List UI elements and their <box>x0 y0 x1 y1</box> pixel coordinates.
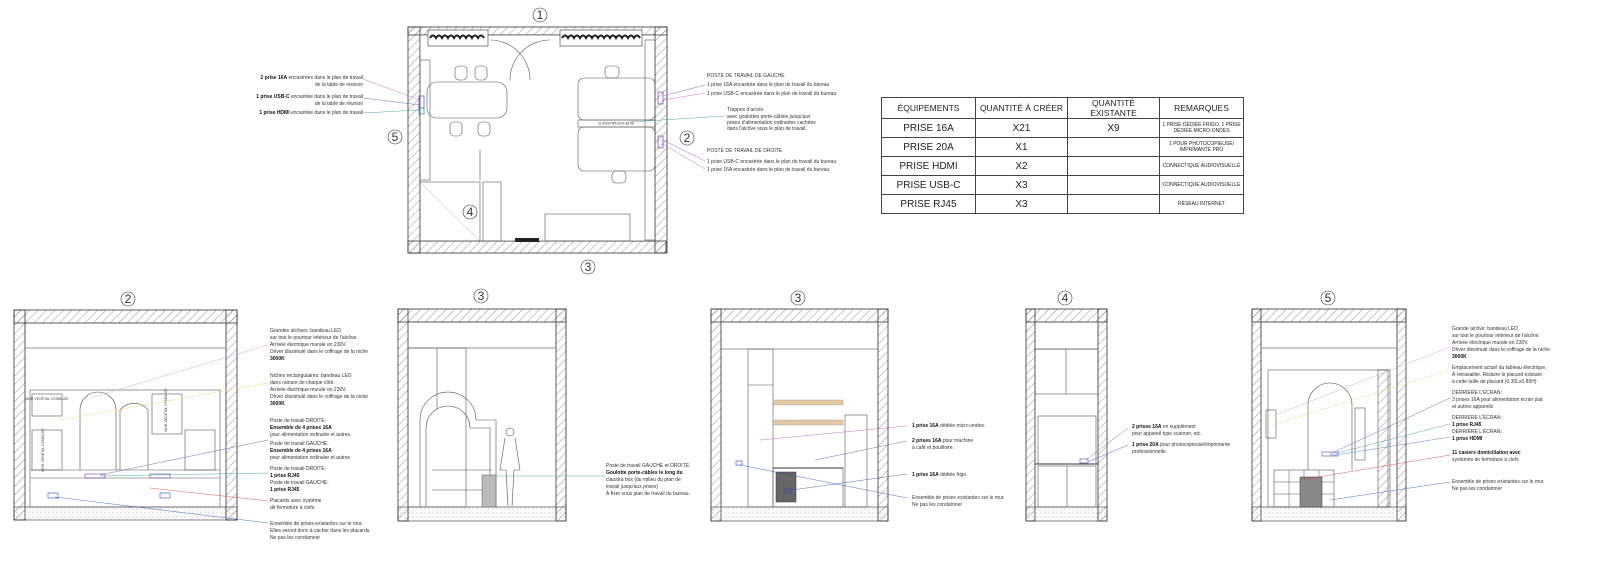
note-line: pour alimentation ordinaire et autres. <box>270 432 352 438</box>
remark-cell: RÉSEAU INTERNET <box>1160 195 1244 214</box>
note-line: professionnelle. <box>1132 449 1168 455</box>
table-row <box>882 138 1244 157</box>
remark-cell: CONNECTIQUE AUDIOVISUELLE <box>1160 176 1244 195</box>
plan-note-line2: de la table de réunion <box>314 101 363 107</box>
note-line: Arrivée électrique murale en 230V. <box>270 387 347 393</box>
partition-label: CLAUSTRA BOX BOIS <box>597 121 635 126</box>
plan-note: 1 prise USB-C encastrée dans le plan de travail du bureau <box>707 91 837 97</box>
note-line: à café et bouilloire. <box>912 445 954 451</box>
remark-cell: 1 PRISE DÉDIÉE FRIGO, 1 PRISE DÉDIÉE MICRO-ONDES <box>1160 119 1244 138</box>
remark-cell: 1 POUR PHOTOCOPIEUSE/ IMPRIMANTE PRO <box>1160 138 1244 157</box>
note-line: Poste de travail GAUCHE: <box>270 441 329 447</box>
view-number: 2 <box>683 131 691 145</box>
elevation-5-notes <box>1452 326 1550 492</box>
elevation-5 <box>1252 291 1450 521</box>
note-line: 1 prise RJ45 <box>270 473 300 479</box>
table-header-row <box>882 98 1244 119</box>
elevation-2-notes <box>270 328 371 541</box>
note-line: 2 prises 16A en supplément <box>1132 424 1196 430</box>
note-line: systèmes de fermeture à clefs <box>1452 457 1519 463</box>
table-header: QUANTITÉ EXISTANTE <box>1068 98 1160 119</box>
note-line: Ensemble de 4 prises 16A <box>270 448 332 454</box>
equipment-cell: PRISE RJ45 <box>882 195 976 214</box>
view-number: 4 <box>466 205 474 219</box>
plan-note: dans l'alcôve sous le plan de travail. <box>727 126 807 132</box>
table-row <box>882 119 1244 138</box>
plan-note: POSTE DE TRAVAIL DE GAUCHE <box>707 73 785 79</box>
note-line: et autres appareils <box>1452 404 1494 410</box>
note-line: Ensemble de prises existantes sur le mur. <box>912 495 1005 501</box>
equipment-cell: PRISE 20A <box>882 138 976 157</box>
note-line: 3000K <box>270 401 285 407</box>
table-header: ÉQUIPEMENTS <box>882 98 976 119</box>
note-line: Grandes alcôves: bandeau LED <box>270 328 341 334</box>
equipment-table <box>881 97 1244 214</box>
note-line: 3000K <box>1452 354 1467 360</box>
note-line: Poste de travail GAUCHE et DROITE: <box>606 463 691 469</box>
plan-note: 1 prise USB-C encastrée dans le plan de travail <box>256 94 363 100</box>
note-line: À fixer sous plan de travail du bureau. <box>606 491 690 497</box>
plan-note: Trappes d'accès <box>727 107 764 113</box>
note-line: 1 prise 20A pour photocopieuse/imprimante <box>1132 442 1231 448</box>
plan-note: POSTE DE TRAVAIL DE DROITE <box>707 148 783 154</box>
note-line: Grande alcôve: bandeau LED <box>1452 326 1518 332</box>
existing-qty-cell <box>1068 195 1160 214</box>
view-number: 5 <box>1324 291 1332 305</box>
existing-qty-cell <box>1068 138 1160 157</box>
view-number: 1 <box>536 8 544 22</box>
note-line: DERRIÈRE L'ÉCRAN: <box>1452 415 1502 421</box>
plan-note: 1 prise USB-C encastrée dans le plan de travail du bureau <box>707 159 837 165</box>
view-number: 3 <box>477 289 485 303</box>
note-line: 1 prise HDMI <box>1452 436 1483 442</box>
plan-right-notes <box>707 73 836 173</box>
note-line: Niches rectangulaires: bandeau LED <box>270 373 352 379</box>
note-line: 2 prises 16A pour machine <box>912 438 974 444</box>
note-line: sur tout le pourtour intérieur de l'alcôve. <box>1452 333 1540 339</box>
note-line: Arrivée électrique murale en 230V. <box>270 342 347 348</box>
note-line: 1 prise RJ45 <box>270 487 300 493</box>
note-line: à cette taille de placard (0.30Lx0.85H) <box>1452 379 1537 385</box>
note-line: dans rainure de chaque côté. <box>270 380 335 386</box>
note-line: 3000K <box>270 356 285 362</box>
table-row <box>882 157 1244 176</box>
note-line: Ensemble de prises existantes sur le mur. <box>270 521 363 527</box>
note-line: pour alimentation ordinaire et autres <box>270 455 351 461</box>
view-number: 3 <box>794 291 802 305</box>
existing-qty-cell: X9 <box>1068 119 1160 138</box>
note-line: Driver dissimulé dans le coffrage de la niche <box>270 394 369 400</box>
equipment-cell: PRISE 16A <box>882 119 976 138</box>
note-line: de fermeture à clefs <box>270 505 315 511</box>
plan-note: avec goulottes porte-câbles jusqu'aux <box>727 114 811 120</box>
floor-plan <box>363 8 725 274</box>
table-header: QUANTITÉ À CRÉER <box>976 98 1068 119</box>
view-number: 3 <box>584 260 592 274</box>
view-number: 2 <box>124 292 132 306</box>
equipment-cell: PRISE USB-C <box>882 176 976 195</box>
existing-qty-cell <box>1068 176 1160 195</box>
create-qty-cell: X2 <box>976 157 1068 176</box>
plan-note: 1 prise 16A encastrée dans le plan de travail du bureau <box>707 82 830 88</box>
plan-note-line2: de la table de réunion <box>314 82 363 88</box>
existing-qty-cell <box>1068 157 1160 176</box>
note-line: Ne pas les condamner <box>912 502 963 508</box>
create-qty-cell: X1 <box>976 138 1068 157</box>
note-line: 1 prise 16A dédiée frigo. <box>912 472 968 478</box>
note-line: claustra box (du milieu du plan de <box>606 477 681 483</box>
wall-label: MUR VÉGÉTAL STABILISÉ <box>25 397 69 401</box>
wall-label: MUR VÉGÉTAL STABILISÉ <box>164 388 168 432</box>
note-line: 11 casiers domiciliation avec <box>1452 450 1521 456</box>
note-line: 1 prise 16A dédiée micro-ondes. <box>912 423 986 429</box>
view-number: 4 <box>1061 291 1069 305</box>
note-line: Poste de travail DROITE: <box>270 466 327 472</box>
elevation-2 <box>14 292 268 523</box>
note-line: Poste de travail DROITE: <box>270 418 327 424</box>
note-line: À retravailler. Réduire le placard existant <box>1452 372 1542 378</box>
create-qty-cell: X3 <box>976 176 1068 195</box>
note-line: travail jusqu'aux prises) <box>606 484 659 490</box>
table-row <box>882 176 1244 195</box>
elevation-3-kitchen-notes <box>912 423 1005 508</box>
wall-label: MUR VÉGÉTAL STABILISÉ <box>41 428 45 472</box>
note-line: DERRIÈRE L'ÉCRAN: <box>1452 429 1502 435</box>
plan-note: 1 prise 16A encastrée dans le plan de travail du bureau <box>707 167 830 173</box>
note-line: DERRIÈRE L'ÉCRAN: <box>1452 390 1502 396</box>
note-line: 1 prise RJ45 <box>1452 422 1482 428</box>
create-qty-cell: X3 <box>976 195 1068 214</box>
note-line: Ensemble de prises existantes sur le mur. <box>1452 479 1545 485</box>
note-line: Ne pas les condamner <box>1452 486 1503 492</box>
note-line: sur tout le pourtour intérieur de l'alcôve. <box>270 335 358 341</box>
elevation-4 <box>1026 291 1128 521</box>
note-line: Goulotte porte-câbles le long du <box>606 470 683 476</box>
plan-note: prises d'alimentation ordinaires cachées <box>727 120 816 126</box>
note-line: Elles seront donc à cacher dans les placards. <box>270 528 371 534</box>
table-row <box>882 195 1244 214</box>
plan-note: 2 prise 16A encastrées dans le plan de travail <box>260 75 363 81</box>
table-header: REMARQUES <box>1160 98 1244 119</box>
note-line: Ensemble de 4 prises 16A <box>270 425 332 431</box>
plan-note: 1 prise HDMI encastrée dans le plan de travail <box>259 110 363 116</box>
elevation-3-kitchen <box>711 291 907 521</box>
note-line: Emplacement actuel du tableau électrique. <box>1452 365 1547 371</box>
note-line: Ne pas les condamner <box>270 535 321 541</box>
elevation-3-partition <box>398 289 606 521</box>
elevation-4-notes <box>1132 424 1230 455</box>
view-number: 5 <box>391 130 399 144</box>
note-line: Driver dissimulé dans le coffrage de la niche <box>270 349 369 355</box>
note-line: pour appareil type scanner, etc. <box>1132 431 1202 437</box>
plan-left-notes <box>256 75 363 116</box>
note-line: Arrivée électrique murale en 230V. <box>1452 340 1529 346</box>
note-line: Driver dissimulé dans le coffrage de la niche <box>1452 347 1551 353</box>
create-qty-cell: X21 <box>976 119 1068 138</box>
elevation-3-partition-notes <box>606 463 690 497</box>
remark-cell: CONNECTIQUE AUDIOVISUELLE <box>1160 157 1244 176</box>
note-line: Poste de travail GAUCHE: <box>270 480 329 486</box>
note-line: 3 prises 16A pour alimentation écran plat <box>1452 397 1543 403</box>
note-line: Placards avec système <box>270 498 322 504</box>
equipment-cell: PRISE HDMI <box>882 157 976 176</box>
